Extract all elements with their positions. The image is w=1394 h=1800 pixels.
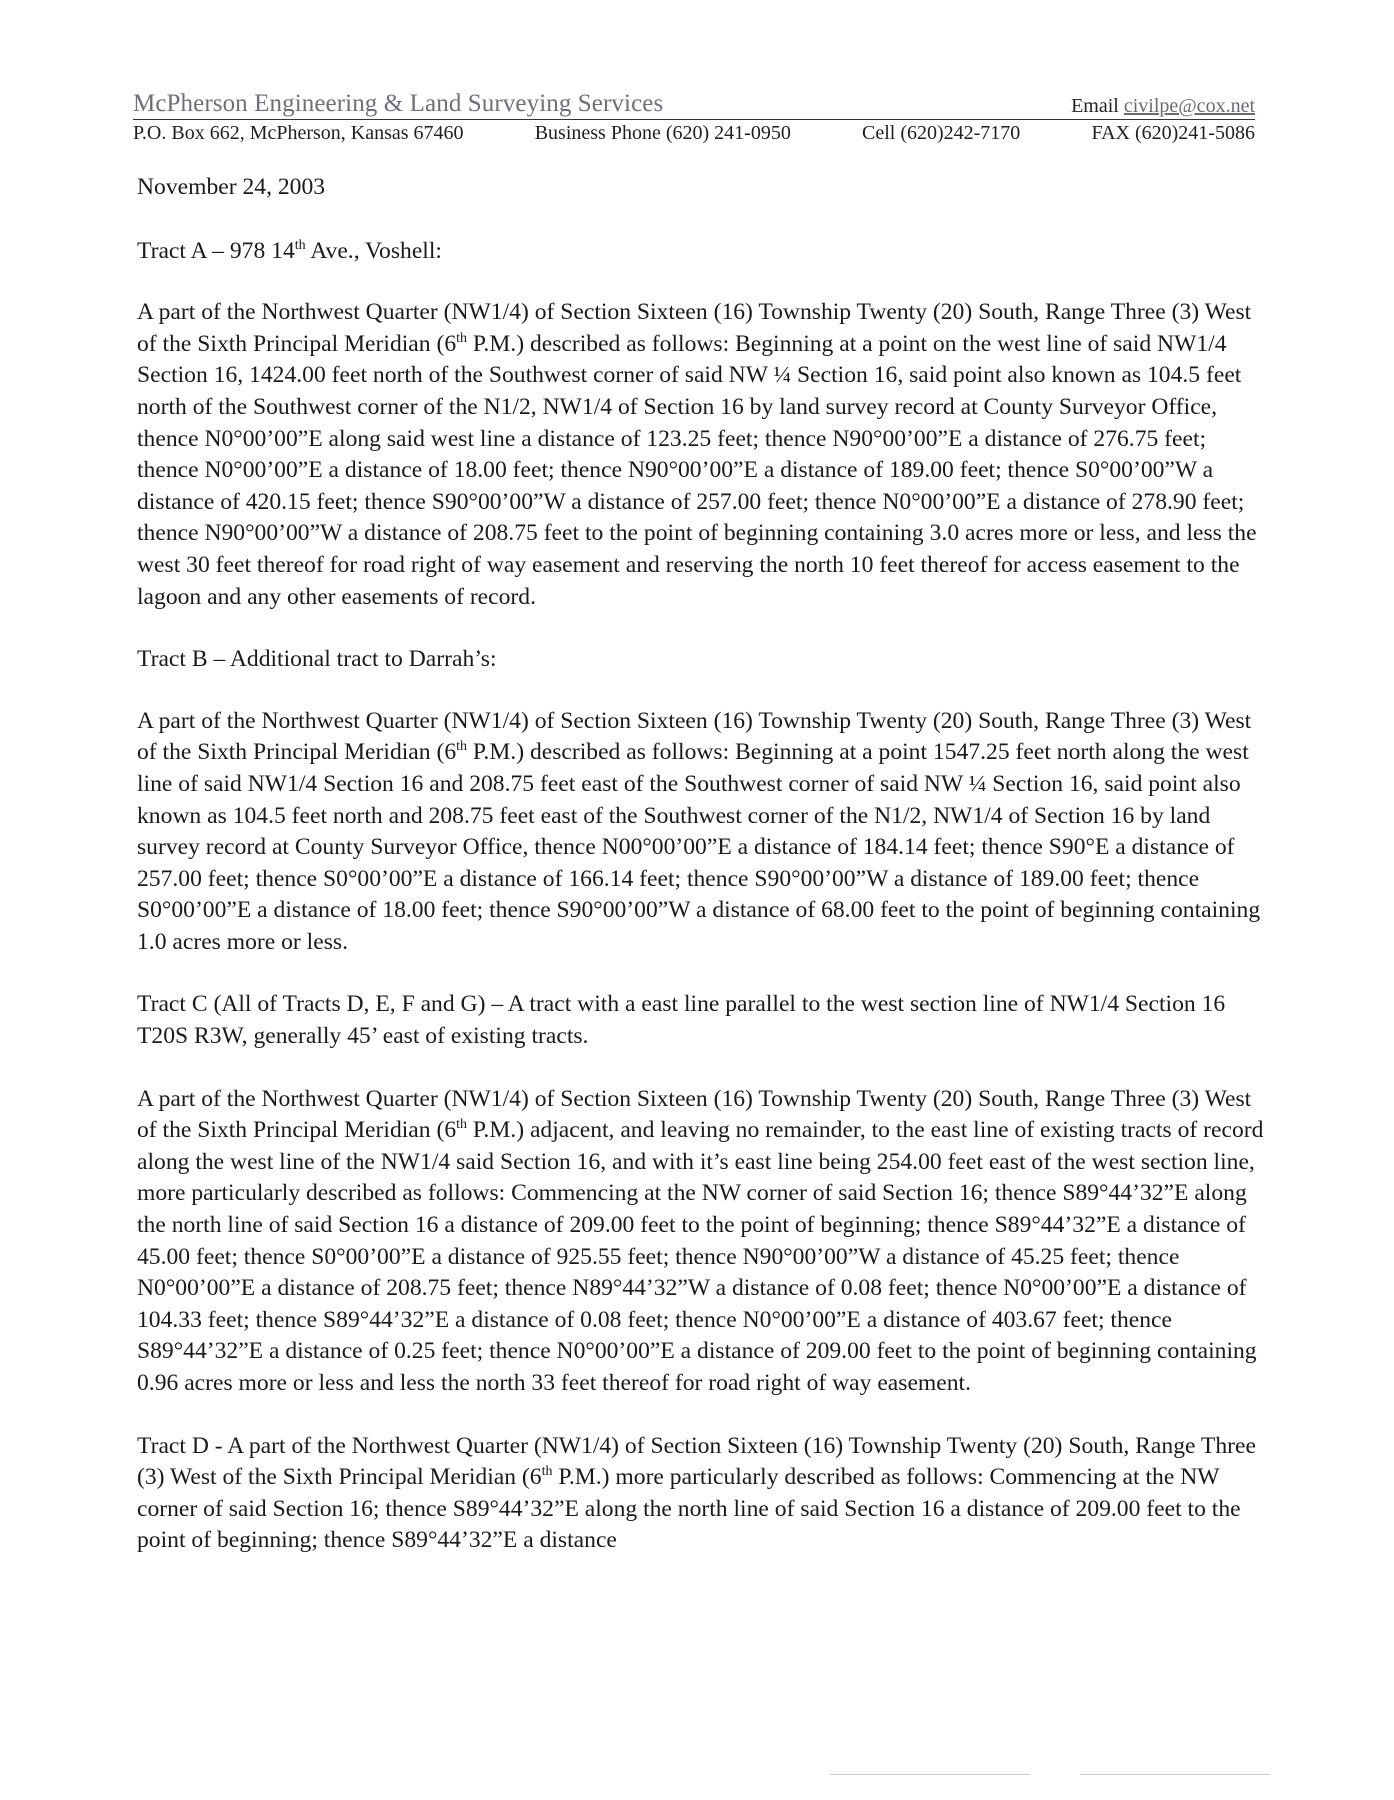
letter-date: November 24, 2003 xyxy=(137,174,326,200)
tract-a-heading: Tract A – 978 14th Ave., Voshell: xyxy=(137,237,442,264)
tract-d-description: Tract D - A part of the Northwest Quarter (NW1/4) of Section Sixteen (16) Township Twenty (20) South, Range Three (3) West of the Sixth Principal Meridian (6th P.M.) more particularly described as follows: Commencing at the NW corner of said Section 16; thence S89°44’32”E along the north line of said Section 16 a distance of 209.00 feet to the point of beginning; thence S89°44’32”E a distance xyxy=(137,1432,1256,1554)
cell-phone: Cell (620)242-7170 xyxy=(861,122,1021,144)
letterhead-contact-row xyxy=(133,122,1255,145)
tract-b-description: A part of the Northwest Quarter (NW1/4) of Section Sixteen (16) Township Twenty (20) South, Range Three (3) West of the Sixth Principal Meridian (6th P.M.) described as follows: Beginning at a point 1547.25 feet north along the west line of said NW1/4 Section 16 and 208.75 feet east of the Southwest corner of said NW ¼ Section 16, said point also known as 104.5 feet north and 208.75 feet east of the Southwest corner of the N1/2, NW1/4 of Section 16 by land survey record at County Surveyor Office, thence N00°00’00”E a distance of 184.14 feet; thence S90°E a distance of 257.00 feet; thence S0°00’00”E a distance of 166.14 feet; thence S90°00’00”W a distance of 189.00 feet; thence S0°00’00”E a distance of 18.00 feet; thence S90°00’00”W a distance of 68.00 feet to the point of beginning containing 1.0 acres more or less. xyxy=(137,707,1261,955)
tract-c-heading: Tract C (All of Tracts D, E, F and G) – A tract with a east line parallel to the west section line of NW1/4 Section 16 T20S R3W, generally 45’ east of existing tracts. xyxy=(137,991,1226,1050)
postal-address: P.O. Box 662, McPherson, Kansas 67460 xyxy=(133,122,464,144)
firm-name: McPherson Engineering & Land Surveying Services xyxy=(133,90,664,117)
letter-body xyxy=(137,172,1267,1588)
business-phone: Business Phone (620) 241-0950 xyxy=(534,122,791,144)
email-line xyxy=(1071,95,1255,118)
fax-number: FAX (620)241-5086 xyxy=(1091,122,1255,144)
footer-rule-right xyxy=(1080,1774,1270,1775)
tract-b-heading: Tract B – Additional tract to Darrah’s: xyxy=(137,646,497,673)
tract-c-description: A part of the Northwest Quarter (NW1/4) of Section Sixteen (16) Township Twenty (20) South, Range Three (3) West of the Sixth Principal Meridian (6th P.M.) adjacent, and leaving no remainder, to the east line of existing tracts of record along the west line of the NW1/4 said Section 16, and with it’s east line being 254.00 feet east of the west section line, more particularly described as follows: Commencing at the NW corner of said Section 16; thence S89°44’32”E along the north line of said Section 16 a distance of 209.00 feet to the point of beginning; thence S89°44’32”E a distance of 45.00 feet; thence S0°00’00”E a distance of 925.55 feet; thence N90°00’00”W a distance of 45.25 feet; thence N0°00’00”E a distance of 208.75 feet; thence N89°44’32”W a distance of 0.08 feet; thence N0°00’00”E a distance of 104.33 feet; thence S89°44’32”E a distance of 0.08 feet; thence N0°00’00”E a distance of 403.67 feet; thence S89°44’32”E a distance of 0.25 feet; thence N0°00’00”E a distance of 209.00 feet to the point of beginning containing 0.96 acres more or less and less the north 33 feet thereof for road right of way easement. xyxy=(137,1085,1264,1396)
email-label: Email xyxy=(1071,95,1124,117)
tract-a-description: A part of the Northwest Quarter (NW1/4) of Section Sixteen (16) Township Twenty (20) South, Range Three (3) West of the Sixth Principal Meridian (6th P.M.) described as follows: Beginning at a point on the west line of said NW1/4 Section 16, 1424.00 feet north of the Southwest corner of said NW ¼ Section 16, said point also known as 104.5 feet north of the Southwest corner of the N1/2, NW1/4 of Section 16 by land survey record at County Surveyor Office, thence N0°00’00”E along said west line a distance of 123.25 feet; thence N90°00’00”E a distance of 276.75 feet; thence N0°00’00”E a distance of 18.00 feet; thence N90°00’00”E a distance of 189.00 feet; thence S0°00’00”W a distance of 420.15 feet; thence S90°00’00”W a distance of 257.00 feet; thence N0°00’00”E a distance of 278.90 feet; thence N90°00’00”W a distance of 208.75 feet to the point of beginning containing 3.0 acres more or less, and less the west 30 feet thereof for road right of way easement and reserving the north 10 feet thereof for access easement to the lagoon and any other easements of record. xyxy=(137,299,1257,610)
email-link[interactable]: civilpe@cox.net xyxy=(1123,95,1255,117)
letterhead-top-row xyxy=(133,90,1255,120)
letterhead xyxy=(133,90,1255,145)
footer-rule-left xyxy=(830,1774,1030,1775)
